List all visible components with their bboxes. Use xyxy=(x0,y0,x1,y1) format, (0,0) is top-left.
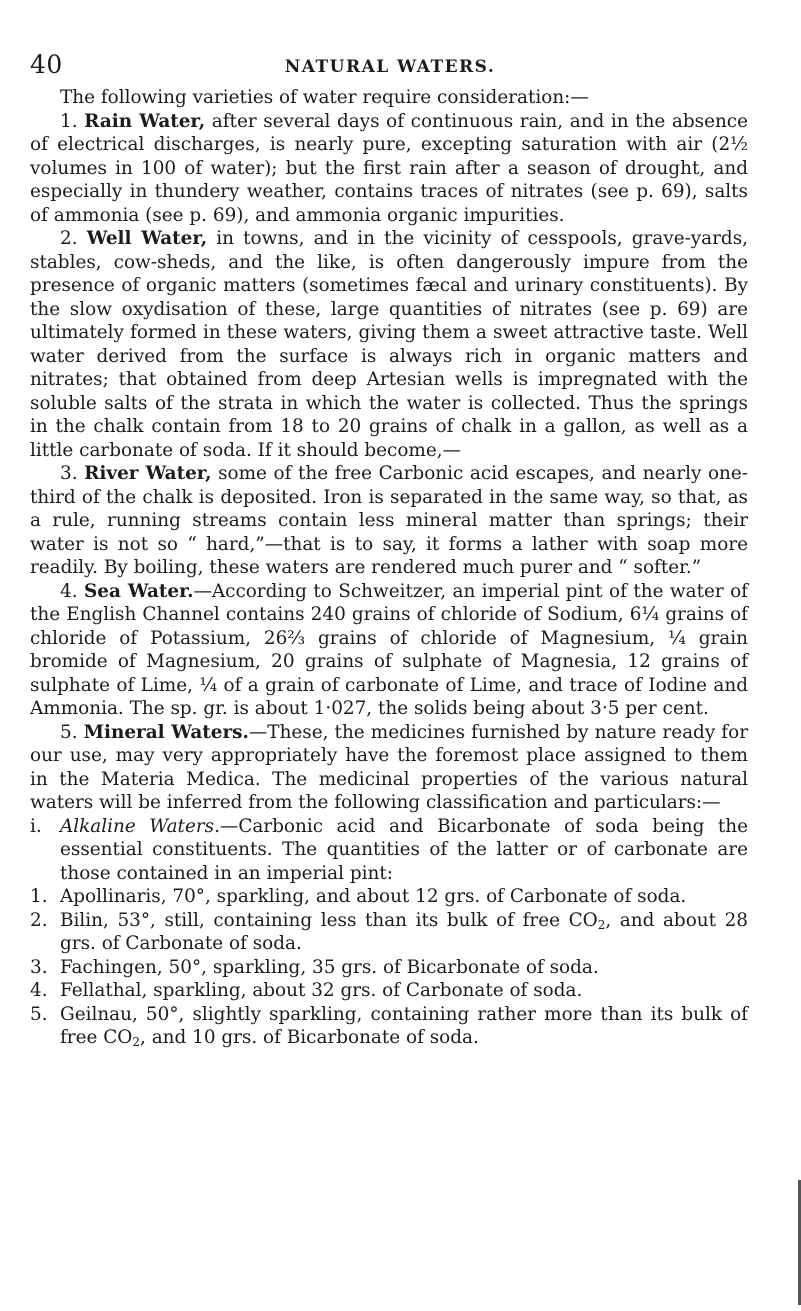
subscript: 2 xyxy=(132,1035,140,1049)
list-item xyxy=(30,909,748,956)
item-text: Apollinaris, 70°, sparkling, and about 12 grs. of Carbonate of soda. xyxy=(60,886,687,907)
section-mineral-waters xyxy=(30,721,748,815)
section-well-water xyxy=(30,227,748,462)
section-number: 3. xyxy=(60,463,78,484)
page-header xyxy=(30,50,750,80)
item-text: Fellathal, sparkling, about 32 grs. of Carbonate of soda. xyxy=(60,980,583,1001)
item-text: Geilnau, 50°, slightly sparkling, containing rather more than its bulk of free CO xyxy=(60,1003,748,1048)
item-text: Fachingen, 50°, sparkling, 35 grs. of Bicarbonate of soda. xyxy=(60,956,599,978)
section-title: Rain Water, xyxy=(84,110,206,132)
subsection-title: Alkaline Waters. xyxy=(60,815,220,837)
item-text: , and about 28 grs. of Carbonate of soda. xyxy=(60,909,748,954)
alkaline-waters-list xyxy=(30,885,748,1050)
item-number: 2. xyxy=(30,909,48,931)
item-number: 1. xyxy=(30,886,48,907)
section-text: —According to Schweitzer, an imperial pint of the water of the English Channel contains 240 grains of chloride of Sodium, 6¼ grains of chloride of Potassium, 26⅔ grains of chloride of Magnesium, ¼ grain bromide of Magnesium, 20 grains of sulphate of Magnesia, 12 grains of sulphate of Lime, ¼ of a grain of carbonate of Lime, and trace of Iodine and Ammonia. The sp. gr. is about 1·027, the solids being about 3·5 per cent. xyxy=(30,580,748,719)
list-item xyxy=(30,979,748,1003)
item-text: , and 10 grs. of Bicarbonate of soda. xyxy=(140,1027,479,1048)
page-number: 40 xyxy=(30,50,63,79)
section-text: some of the free Carbonic acid escapes, and nearly one-third of the chalk is deposited. Iron is separated in the same way, so that, as a rule, running streams contain less mineral matter than springs; their water is not so “ hard,”—that is to say, it forms a lather with soap more readily. By boiling, these waters are rendered much purer and “ softer.” xyxy=(30,463,748,578)
item-number: 4. xyxy=(30,980,48,1001)
item-number: 5. xyxy=(30,1003,48,1025)
list-item xyxy=(30,956,748,980)
list-item xyxy=(30,885,748,909)
section-number: 2. xyxy=(60,228,78,249)
section-text: after several days of continuous rain, and in the absence of electrical discharges, is nearly pure, excepting saturation with air (2½ volumes in 100 of water); but the first rain after a season of drought, and especially in thundery weather, contains traces of nitrates (see p. 69), salts of ammonia (see p. 69), and ammonia organic impurities. xyxy=(30,110,748,226)
section-title: River Water, xyxy=(84,463,212,484)
section-text: in towns, and in the vicinity of cesspools, grave-yards, stables, cow-sheds, and the like, is often dangerously impure from the presence of organic matters (sometimes fæcal and urinary constituents). By the slow oxydisation of these, large quantities of nitrates (see p. 69) are ultimately formed in these waters, giving them a sweet attractive taste. Well water derived from the surface is always rich in organic matters and nitrates; that obtained from deep Artesian wells is impregnated with the soluble salts of the strata in which the water is collected. Thus the springs in the chalk contain from 18 to 20 grains of chalk in a gallon, as well as a little carbonate of soda. If it should become,— xyxy=(30,228,748,461)
section-number: 4. xyxy=(60,580,78,602)
subsection-text: —Carbonic acid and Bicarbonate of soda being the essential constituents. The quantities of the latter or of carbonate are those contained in an imperial pint: xyxy=(60,815,748,884)
subscript: 2 xyxy=(597,917,606,932)
section-rain-water xyxy=(30,110,748,228)
intro-paragraph: The following varieties of water require consideration:— xyxy=(60,87,589,108)
list-item xyxy=(30,1003,748,1050)
section-sea-water xyxy=(30,580,748,721)
section-river-water xyxy=(30,462,748,580)
running-head: NATURAL WATERS. xyxy=(284,57,496,77)
item-number: 3. xyxy=(30,956,48,978)
section-title: Sea Water. xyxy=(84,580,194,602)
subsection-number: i. xyxy=(30,815,42,837)
section-number: 5. xyxy=(60,721,78,743)
section-text: —These, the medicines furnished by nature ready for our use, may very appropriately have the foremost place assigned to them in the Materia Medica. The medicinal properties of the various natural waters will be inferred from the following classification and particulars:— xyxy=(30,721,748,813)
alkaline-waters-heading xyxy=(30,815,748,886)
section-title: Mineral Waters. xyxy=(83,721,249,743)
page-body xyxy=(30,86,748,1050)
section-number: 1. xyxy=(60,110,78,132)
item-text: Bilin, 53°, still, containing less than its bulk of free CO xyxy=(60,909,598,931)
section-title: Well Water, xyxy=(86,228,208,249)
